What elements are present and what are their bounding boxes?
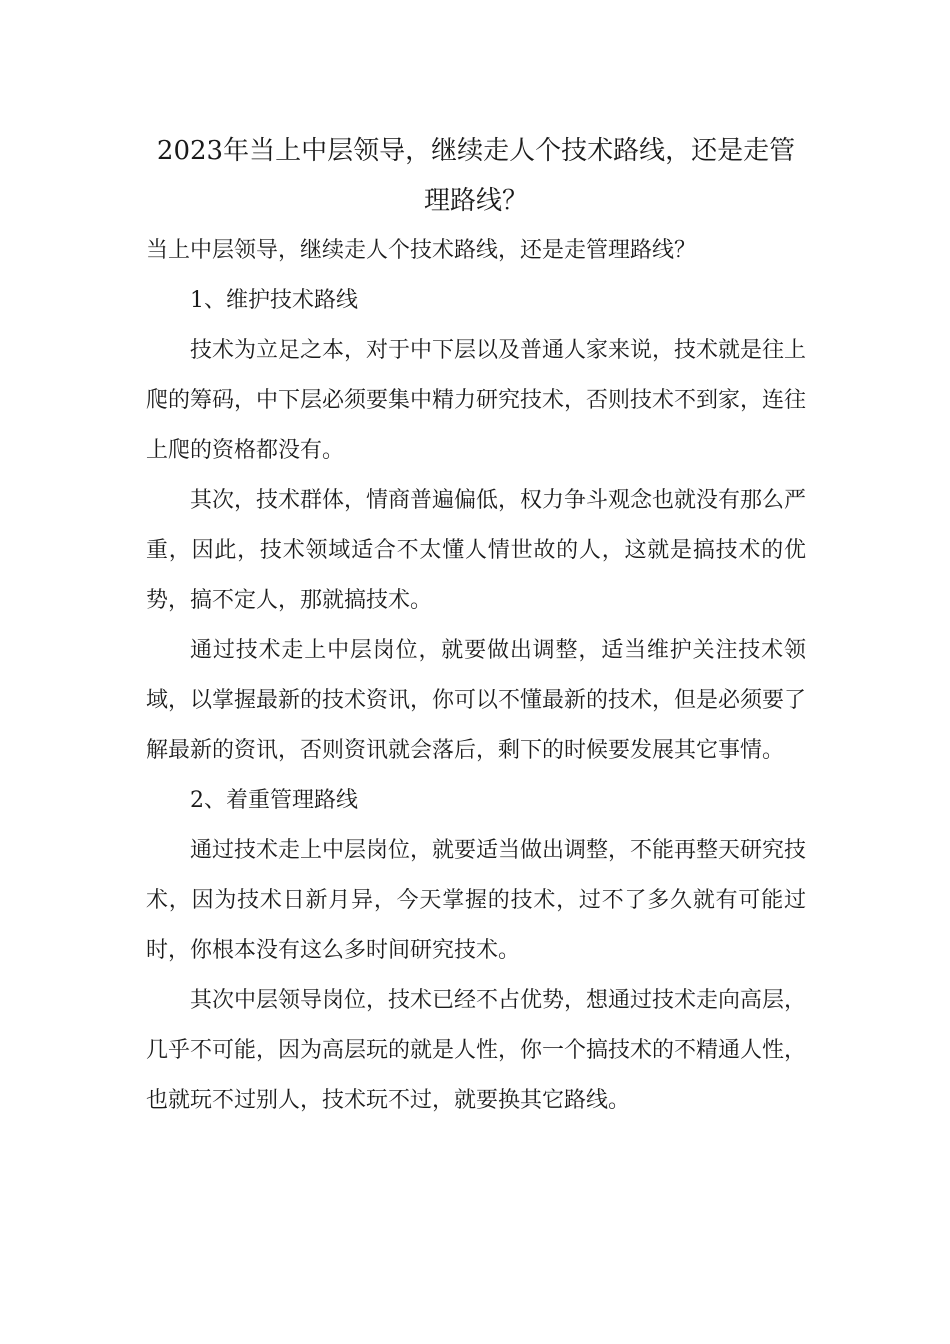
paragraph: 通过技术走上中层岗位，就要做出调整，适当维护关注技术领域，以掌握最新的技术资讯，你可以不懂最新的技术，但是必须要了解最新的资讯，否则资讯就会落后，剩下的时候要发展其它事情。: [146, 638, 807, 763]
section-heading: 2、着重管理路线: [190, 788, 358, 813]
paragraph: 其次中层领导岗位，技术已经不占优势，想通过技术走向高层，几乎不可能，因为高层玩的就是人性，你一个搞技术的不精通人性，也就玩不过别人，技术玩不过，就要换其它路线。: [146, 988, 807, 1113]
paragraph: 其次，技术群体，情商普遍偏低，权力争斗观念也就没有那么严重，因此，技术领域适合不太懂人情世故的人，这就是搞技术的优势，搞不定人，那就搞技术。: [146, 488, 807, 613]
document-page: [146, 126, 806, 1126]
section-management-route: [146, 776, 806, 1126]
paragraph: 技术为立足之本，对于中下层以及普通人家来说，技术就是往上爬的筹码，中下层必须要集中精力研究技术，否则技术不到家，连往上爬的资格都没有。: [146, 338, 807, 463]
lead-question: 当上中层领导，继续走人个技术路线，还是走管理路线？: [146, 238, 697, 263]
paragraph: 通过技术走上中层岗位，就要适当做出调整，不能再整天研究技术，因为技术日新月异，今天掌握的技术，过不了多久就有可能过时，你根本没有这么多时间研究技术。: [146, 838, 807, 963]
document-title: 2023年当上中层领导，继续走人个技术路线，还是走管理路线？: [156, 136, 796, 216]
section-heading: 1、维护技术路线: [190, 288, 358, 313]
section-technical-route: [146, 276, 806, 776]
